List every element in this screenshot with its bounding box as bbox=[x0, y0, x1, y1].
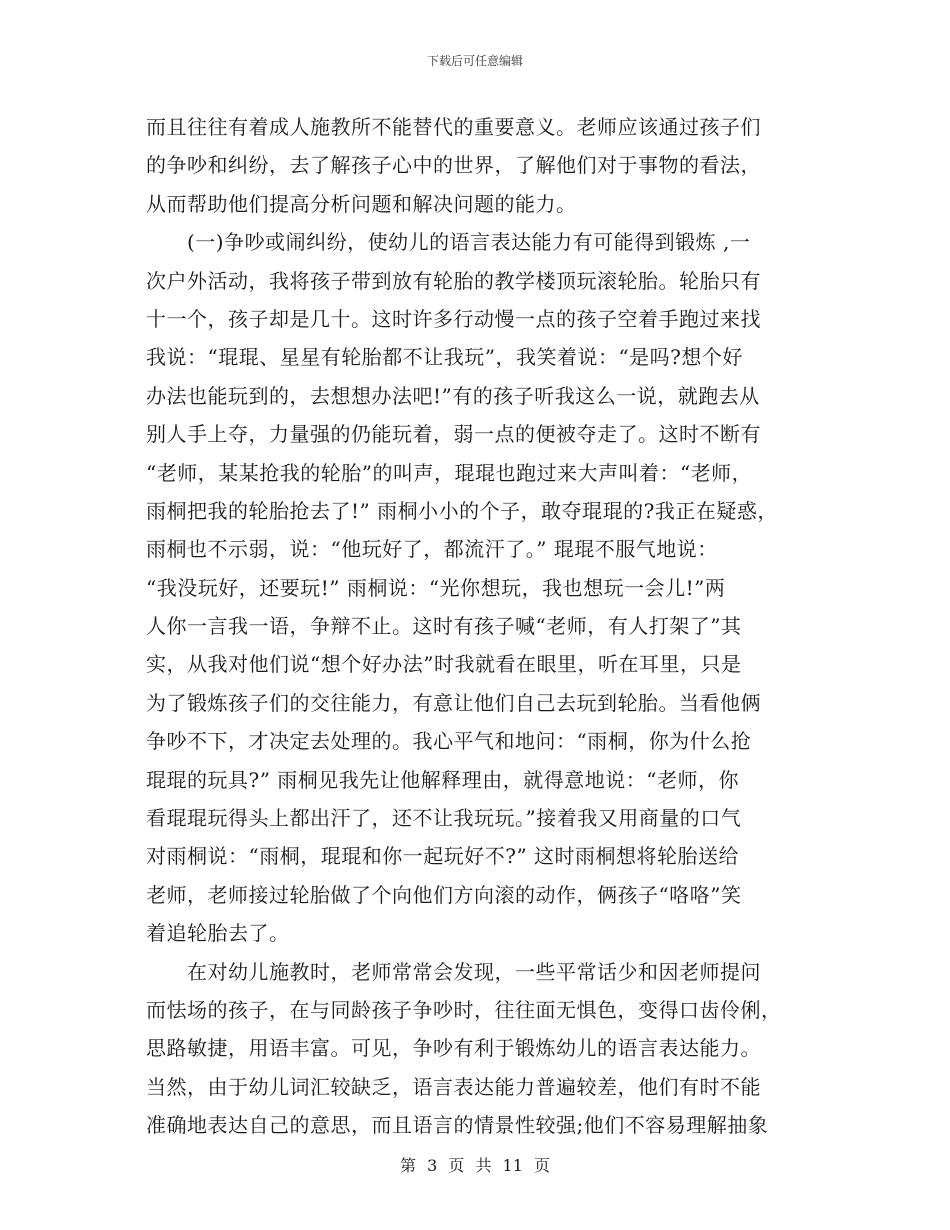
body-line: 别人手上夺，力量强的仍能玩着，弱一点的便被夺走了。这时不断有 bbox=[146, 422, 761, 447]
body-line: 当然，由于幼儿词汇较缺乏，语言表达能力普遍较差，他们有时不能 bbox=[146, 1074, 761, 1099]
body-line: 准确地表达自己的意思，而且语言的情景性较强;他们不容易理解抽象 bbox=[146, 1113, 769, 1138]
body-line: 琨琨的玩具?” 雨桐见我先让他解释理由，就得意地说：“老师，你 bbox=[146, 767, 740, 792]
body-line: (一)争吵或闹纠纷，使幼儿的语言表达能力有可能得到锻炼 ,一 bbox=[146, 230, 751, 255]
body-line: 雨桐也不示弱，说：“他玩好了，都流汗了。” 琨琨不服气地说： bbox=[146, 537, 718, 562]
body-line: 思路敏捷，用语丰富。可见，争吵有利于锻炼幼儿的语言表达能力。 bbox=[146, 1036, 761, 1061]
body-line: 为了锻炼孩子们的交往能力，有意让他们自己去玩到轮胎。当看他俩 bbox=[146, 690, 761, 715]
body-line: 着追轮胎去了。 bbox=[146, 921, 290, 946]
page-header-note: 下载后可任意编辑 bbox=[426, 54, 523, 68]
body-line: 对雨桐说：“雨桐，琨琨和你一起玩好不?” 这时雨桐想将轮胎送给 bbox=[146, 844, 740, 869]
body-line: 次户外活动，我将孩子带到放有轮胎的教学楼顶玩滚轮胎。轮胎只有 bbox=[146, 268, 761, 293]
body-line: 而怯场的孩子，在与同龄孩子争吵时，往往面无惧色，变得口齿伶俐， bbox=[146, 997, 782, 1022]
body-line: “我没玩好，还要玩!” 雨桐说：“光你想玩，我也想玩一会儿!”两 bbox=[146, 575, 726, 600]
body-line: 办法也能玩到的，去想想办法吧!”有的孩子听我这么一说，就跑去从 bbox=[146, 383, 760, 408]
body-line: 而且往往有着成人施教所不能替代的重要意义。老师应该通过孩子们 bbox=[146, 115, 761, 139]
body-line: “老师，某某抢我的轮胎”的叫声，琨琨也跑过来大声叫着：“老师， bbox=[146, 460, 753, 485]
body-line: 从而帮助他们提高分析问题和解决问题的能力。 bbox=[146, 191, 577, 216]
body-line: 争吵不下，才决定去处理的。我心平气和地问：“雨桐，你为什么抢 bbox=[146, 729, 752, 754]
body-line: 看琨琨玩得头上都出汗了，还不让我玩玩。”接着我又用商量的口气 bbox=[146, 806, 742, 831]
body-line: 老师，老师接过轮胎做了个向他们方向滚的动作，俩孩子“咯咯”笑 bbox=[146, 882, 742, 907]
body-line: 我说：“琨琨、星星有轮胎都不让我玩”，我笑着说：“是吗?想个好 bbox=[146, 345, 743, 370]
body-line: 十一个，孩子却是几十。这时许多行动慢一点的孩子空着手跑过来找 bbox=[146, 306, 761, 331]
page-number-footer: 第 3 页 共 11 页 bbox=[400, 1156, 550, 1175]
body-line: 的争吵和纠纷，去了解孩子心中的世界，了解他们对于事物的看法， bbox=[146, 153, 761, 178]
body-line: 实，从我对他们说“想个好办法”时我就看在眼里，听在耳里，只是 bbox=[146, 652, 742, 677]
body-line: 雨桐把我的轮胎抢去了!” 雨桐小小的个子，敢夺琨琨的?我正在疑惑， bbox=[146, 498, 778, 523]
body-line: 在对幼儿施教时，老师常常会发现，一些平常话少和因老师提问 bbox=[146, 959, 761, 984]
document-body bbox=[146, 108, 806, 1145]
body-line: 人你一言我一语，争辩不止。这时有孩子喊“老师，有人打架了”其 bbox=[146, 614, 742, 639]
